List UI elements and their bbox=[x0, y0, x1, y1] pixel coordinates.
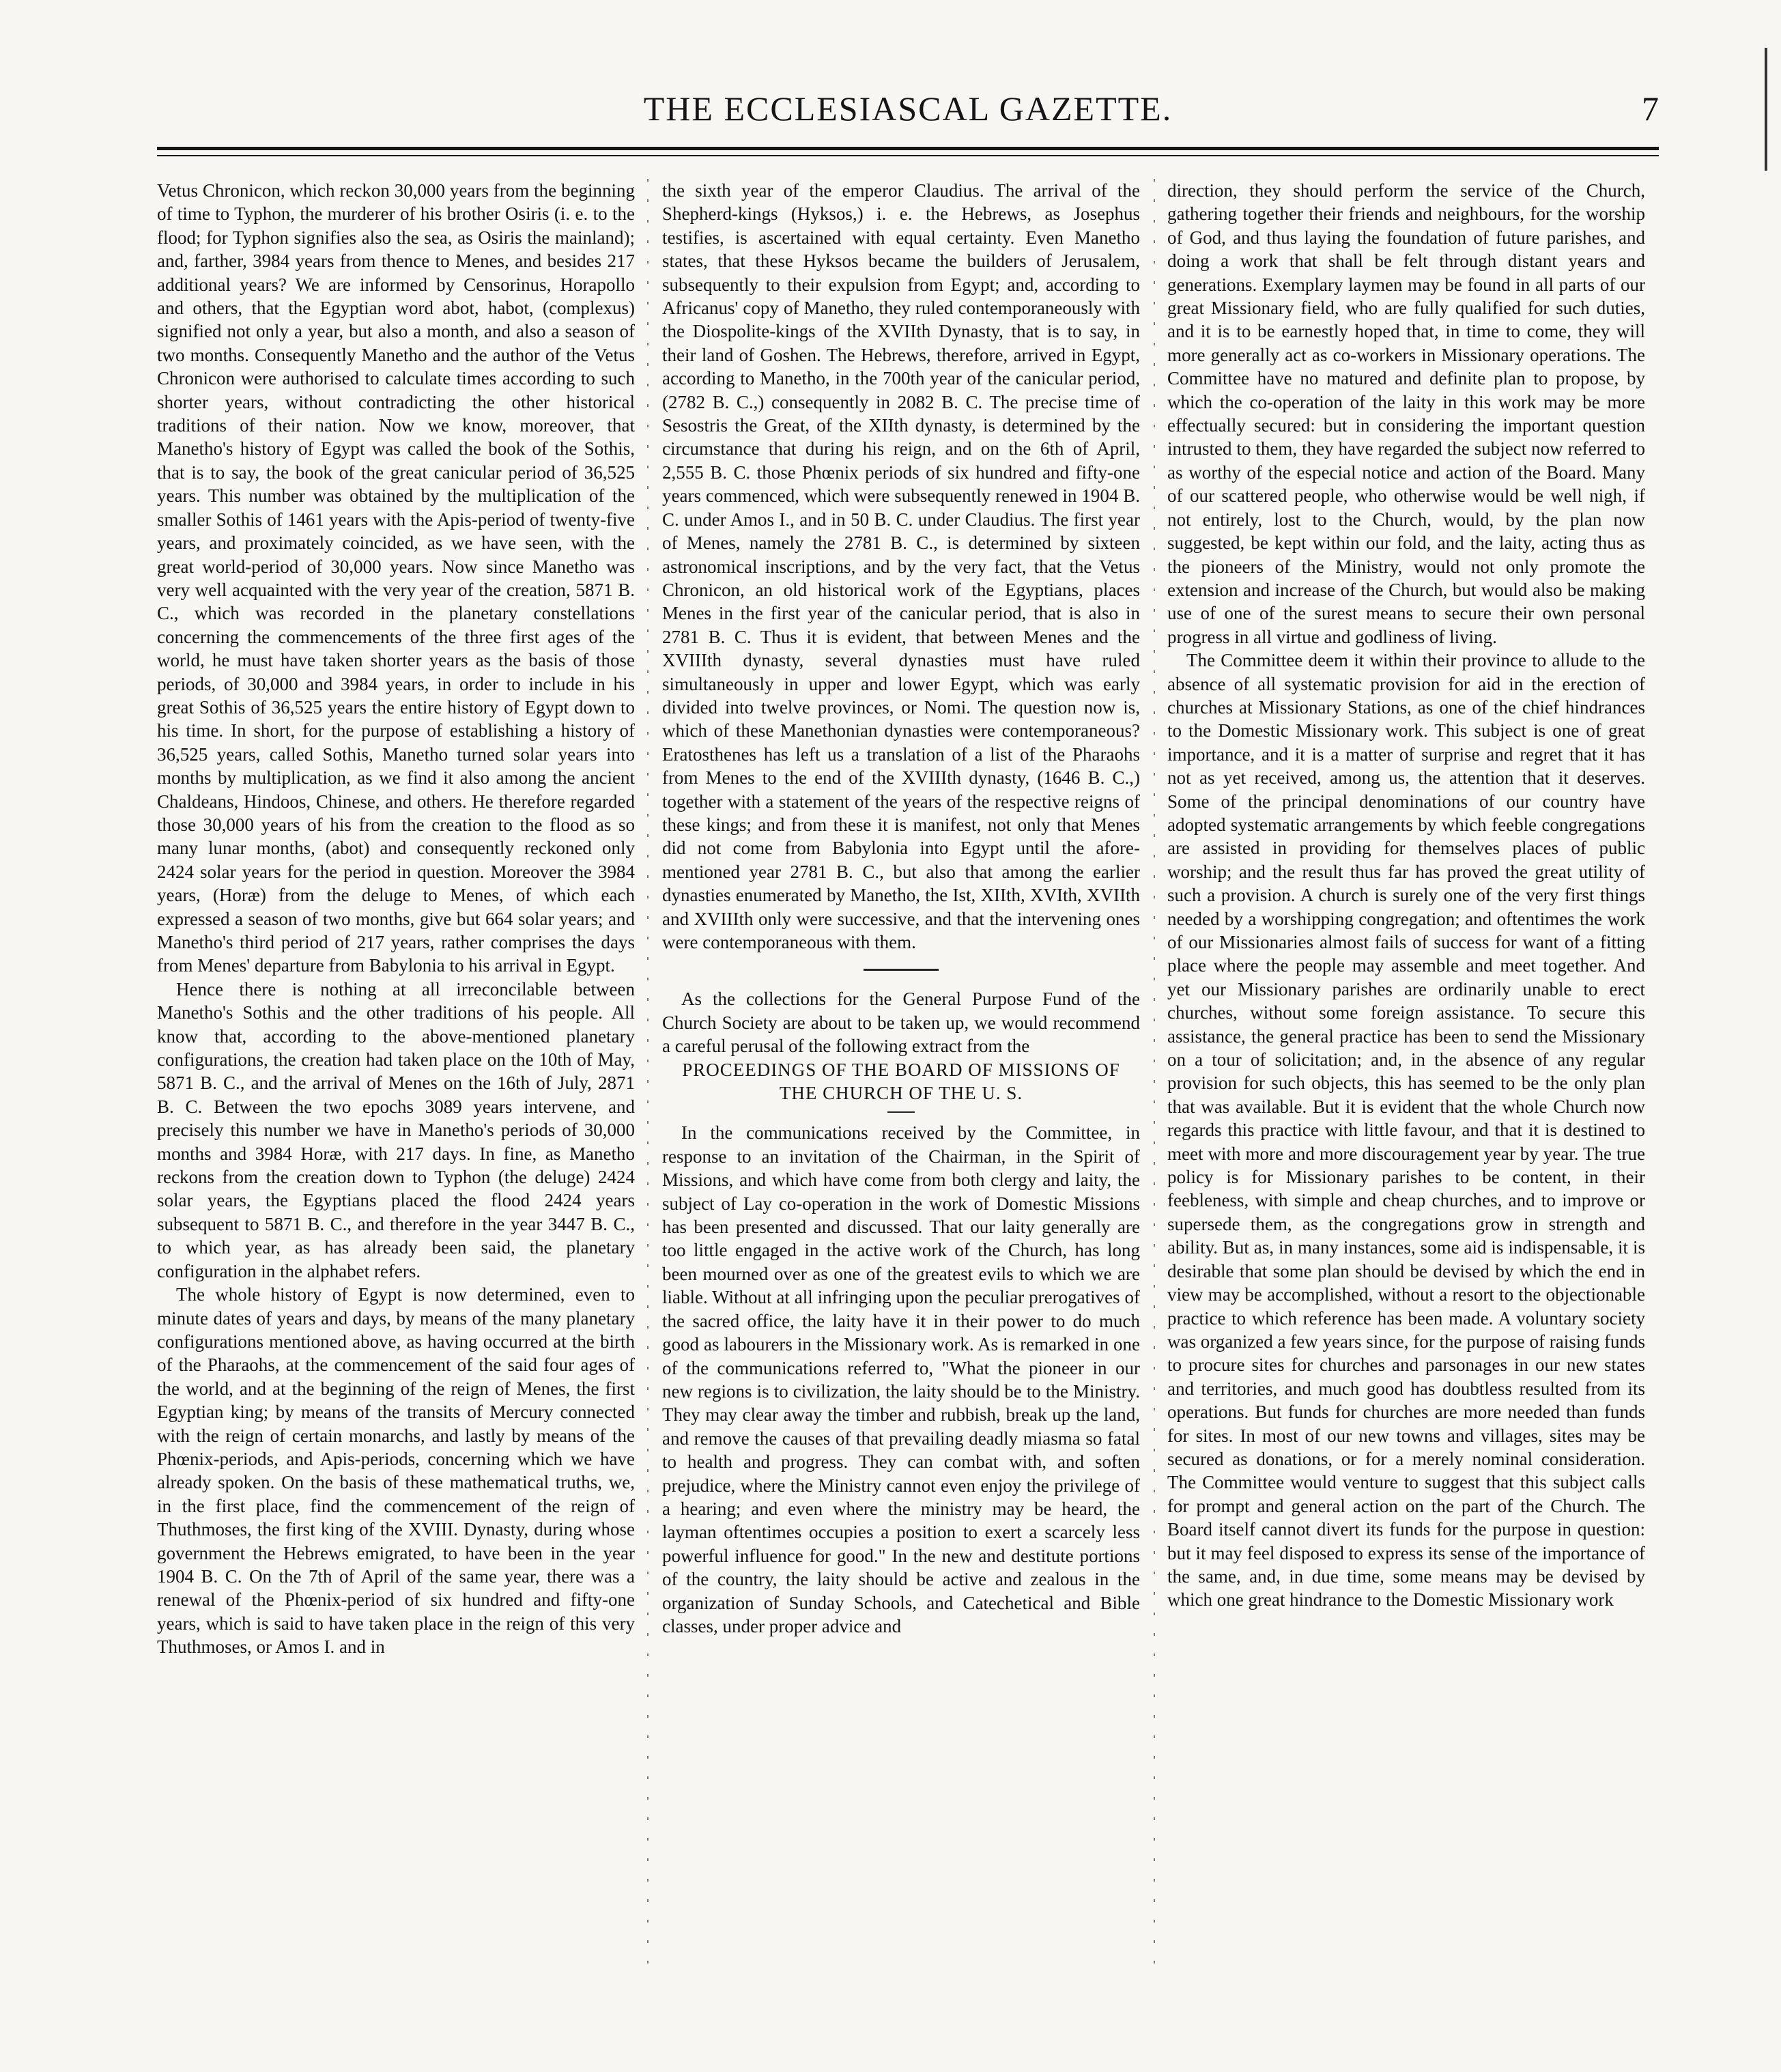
article-paragraph: direction, they should perform the service of the Church, gathering together their friends and neighbours, for the worship of God, and thus laying the foundation of future parishes, and doing a work that shall be felt through distant years and generations. Exemplary laymen may be found in all parts of our great Missionary field, who are fully qualified for such duties, and it is to be earnestly hoped that, in time to come, they will more generally act as co-workers in Missionary operations. The Committee have no matured and definite plan to propose, by which the co-operation of the laity in this work may be more effectually secured: but in considering the important question intrusted to them, they have regarded the subject now referred to as worthy of the especial notice and action of the Board. Many of our scattered people, who otherwise would be well nigh, if not entirely, lost to the Church, would, by the plan now suggested, be kept within our fold, and the laity, acting thus as the pioneers of the Ministry, would not only promote the extension and increase of the Church, but would also be making use of one of the surest means to secure their own personal progress in all virtue and godliness of living. bbox=[1167, 180, 1645, 647]
header-rule-thin bbox=[157, 155, 1659, 156]
heading-separator bbox=[887, 1111, 915, 1113]
section-heading: PROCEEDINGS OF THE BOARD OF MISSIONS OF THE CHURCH OF THE U. S. bbox=[682, 1059, 1120, 1104]
page-number: 7 bbox=[1642, 89, 1659, 128]
article-paragraph: The whole history of Egypt is now determined, even to minute dates of years and days, by means of the many planetary configurations mentioned above, as having occurred at the birth of the Pharaohs, at the commencement of the said four ages of the world, and at the beginning of the reign of Menes, the first Egyptian king; by means of the transits of Mercury connected with the reign of certain monarchs, and lastly by means of the Phœnix-periods, and Apis-periods, concerning which we have already spoken. On the basis of these mathematical truths, we, in the first place, find the commencement of the reign of Thuthmoses, the first king of the XVIII. Dynasty, during whose government the Hebrews emigrated, to have been in the year 1904 B. C. On the 7th of April of the same year, there was a renewal of the Phœnix-period of six hundred and fifty-one years, which is said to have taken place in the reign of this very Thuthmoses, or Amos I. and in bbox=[157, 1284, 635, 1658]
article-paragraph: the sixth year of the emperor Claudius. The arrival of the Shepherd-kings (Hyksos,) i. e. the Hebrews, as Josephus testifies, is ascertained with equal certainty. Even Manetho states, that these Hyksos became the builders of Jerusalem, subsequently to their expulsion from Egypt; and, according to Africanus' copy of Manetho, they ruled contemporaneously with the Diospolite-kings of the XVIIth Dynasty, that is to say, in their land of Goshen. The Hebrews, therefore, arrived in Egypt, according to Manetho, in the 700th year of the canicular period, (2782 B. C.,) consequently in 2082 B. C. The precise time of Sesostris the Great, of the XIIth dynasty, is determined by the circumstance that during his reign, and on the 6th of April, 2,555 B. C. those Phœnix periods of six hundred and fifty-one years commenced, which were subsequently renewed in 1904 B. C. under Amos I., and in 50 B. C. under Claudius. The first year of Menes, namely the 2781 B. C., is determined by sixteen astronomical inscriptions, and by the very fact, that the Vetus Chronicon, an old historical work of the Egyptians, places Menes in the first year of the canicular period, that is also in 2781 B. C. Thus it is evident, that between Menes and the XVIIIth dynasty, several dynasties must have ruled simultaneously in upper and lower Egypt, which was early divided into twelve provinces, or Nomi. The question now is, which of these Manethonian dynasties were contemporaneous? Eratosthenes has left us a translation of a list of the Pharaohs from Menes to the end of the XVIIIth dynasty, (1646 B. C.,) together with a statement of the years of the respective reigns of these kings; and from these it is manifest, not only that Menes did not come from Babylonia into Egypt until the afore-mentioned year 2781 B. C., but also that among the earlier dynasties enumerated by Manetho, the Ist, XIIth, XVIth, XVIIth and XVIIIth only were successive, and that the intervening ones were contemporaneous with them. bbox=[662, 180, 1140, 952]
article-paragraph: Vetus Chronicon, which reckon 30,000 years from the beginning of time to Typhon, the murderer of his brother Osiris (i. e. to the flood; for Typhon signifies also the sea, as Osiris the mainland); and, farther, 3984 years from thence to Menes, and besides 217 additional years? We are informed by Censorinus, Horapollo and others, that the Egyptian word abot, habot, (complexus) signified not only a year, but also a month, and also a season of two months. Consequently Manetho and the author of the Vetus Chronicon were authorised to calculate times according to such shorter years, without contradicting the other historical traditions of their nation. Now we know, moreover, that Manetho's history of Egypt was called the book of the Sothis, that is to say, the book of the great canicular period of 36,525 years. This number was obtained by the multiplication of the smaller Sothis of 1461 years with the Apis-period of twenty-five years, and proximately coincided, as we have seen, with the great world-period of 30,000 years. Now since Manetho was very well acquainted with the very year of the creation, 5871 B. C., which was recorded in the planetary constellations concerning the commencements of the three first ages of the world, he must have taken shorter years as the basis of those periods, of 30,000 and 3984 years, in order to include in his great Sothis of 36,525 years the entire history of Egypt down to his time. In short, for the purpose of establishing a history of 36,525 years, called Sothis, Manetho turned solar years into months by multiplication, as we find it also among the ancient Chaldeans, Hindoos, Chinese, and others. He therefore regarded those 30,000 years of his from the creation to the flood as so many lunar months, (abot) and consequently reckoned only 2424 solar years for the period in question. Moreover the 3984 years, (Horæ) from the deluge to Menes, of which each expressed a season of two months, give but 664 solar years; and Manetho's third period of 217 years, rather comprises the days from Menes' departure from Babylonia to his arrival in Egypt. bbox=[157, 180, 635, 976]
page-header bbox=[157, 89, 1659, 143]
article-paragraph: Hence there is nothing at all irreconcilable between Manetho's Sothis and the other traditions of his people. All know that, according to the above-mentioned planetary configurations, the creation had taken place on the 10th of May, 5871 B. C., and the arrival of Menes on the 16th of July, 2871 B. C. Between the two epochs 3089 years intervene, and precisely this number we have in Manetho's periods of 30,000 months and 3984 Horæ, with 217 days. In fine, as Manetho reckons from the creation down to Typhon (the deluge) 2424 solar years, the Egyptians placed the flood 2424 years subsequent to 5871 B. C., and therefore in the year 3447 B. C., to which year, as has already been said, the planetary configuration in the alphabet refers. bbox=[157, 978, 635, 1281]
header-rule bbox=[157, 147, 1659, 150]
article-paragraph: The Committee deem it within their province to allude to the absence of all systematic provision for aid in the erection of churches at Missionary Stations, as one of the chief hindrances to the Domestic Missionary work. This subject is one of great importance, and it is a matter of surprise and regret that it has not as yet received, among us, the attention that it deserves. Some of the principal denominations of our country have adopted systematic arrangements by which feeble congregations are assisted in providing for themselves places of public worship; and the result thus far has proved the great utility of such a provision. A church is surely one of the very first things needed by a worshipping congregation; and oftentimes the work of our Missionaries almost fails of success for want of a fitting place where the people may assemble and meet together. And yet our Missionary parishes are ordinarily unable to erect churches, without some foreign assistance. To secure this assistance, the general practice has been to send the Missionary on a tour of solicitation; and, in the absence of any regular provision for such objects, this has seemed to be the only plan that was available. But it is evident that the whole Church now regards this practice with little favour, and that it is destined to meet with more and more discouragement year by year. The true policy is for Missionary parishes to be content, in their feebleness, with simple and cheap churches, and to improve or supersede them, as the congregations grow in strength and ability. But as, in many instances, some aid is indispensable, it is desirable that some plan should be devised by which the end in view may be accomplished, without a resort to the objectionable practice to which reference has been made. A voluntary society was organized a few years since, for the purpose of raising funds to procure sites for churches and parsonages in our new states and territories, and much good has doubtless resulted from its operations. But funds for churches are more needed than funds for sites. In most of our new towns and villages, sites may be secured as donations, or for a merely nominal consideration. The Committee would venture to suggest that this subject calls for prompt and general action on the part of the Church. The Board itself cannot divert its funds for the purpose in question: but it may feel disposed to express its sense of the importance of the same, and, in due time, some means may be devised by which one great hindrance to the Domestic Missionary work bbox=[1167, 650, 1645, 1610]
column-divider bbox=[1154, 179, 1155, 1981]
article-paragraph: In the communications received by the Committee, in response to an invitation of the Chairman, in the Spirit of Missions, and which have come from both clergy and laity, the subject of Lay co-operation in the work of Domestic Missions has been presented and discussed. That our laity generally are too little engaged in the active work of the Church, has long been mourned over as one of the greatest evils to which we are liable. Without at all infringing upon the peculiar prerogatives of the sacred office, the laity have it in their power to do much good as labourers in the Missionary work. As is remarked in one of the communications referred to, "What the pioneer in our new regions is to civilization, the laity should be to the Ministry. They may clear away the timber and rubbish, break up the land, and remove the causes of that prevailing deadly miasma so fatal to health and progress. They can combat with, and soften prejudice, where the Ministry cannot even enjoy the privilege of a hearing; and even where the ministry may be heard, the layman oftentimes occupies a position to exert a scarcely less powerful influence for good." In the new and destitute portions of the country, the laity should be active and zealous in the organization of Sunday Schools, and Catechetical and Bible classes, under proper advice and bbox=[662, 1122, 1140, 1636]
column-3 bbox=[1167, 179, 1645, 1995]
page-edge-mark bbox=[1765, 48, 1767, 171]
intro-paragraph: As the collections for the General Purpose Fund of the Church Society are about to be taken up, we would recommend a careful perusal of the following extract from the bbox=[662, 989, 1140, 1057]
column-2 bbox=[662, 179, 1140, 1995]
column-divider bbox=[647, 179, 649, 1981]
column-1 bbox=[157, 179, 635, 1995]
section-separator bbox=[864, 969, 939, 971]
newspaper-title: THE ECCLESIASCAL GAZETTE. bbox=[643, 89, 1173, 128]
